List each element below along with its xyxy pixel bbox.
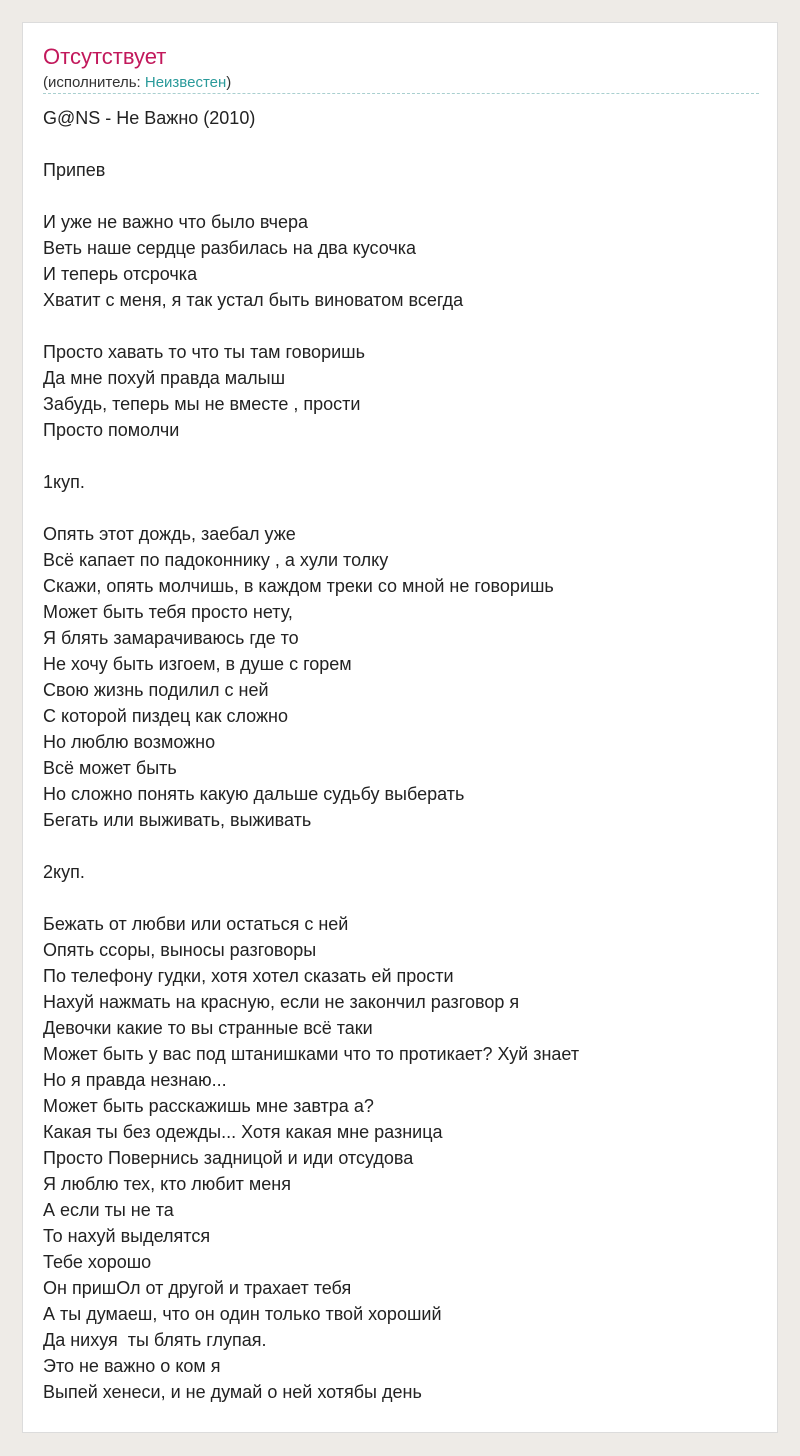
artist-prefix: (исполнитель: [43, 74, 145, 91]
artist-suffix: ) [226, 74, 232, 91]
lyrics-text: G@NS - Не Важно (2010) Припев И уже не важно что было вчера Веть наше сердце разбилась на два кусочка И теперь отсрочка Хватит с меня, я так устал быть виноватом всегда Просто хавать то что ты там говоришь Да мне похуй правда малыш Забудь, теперь мы не вместе , прости Просто помолчи 1куп. Опять этот дождь, заебал уже Всё капает по падоконнику , а хули толку Скажи, опять молчишь, в каждом треки со мной не говоришь Может быть тебя просто нету, Я блять замарачиваюсь где то Не хочу быть изгоем, в душе с горем Свою жизнь подилил с ней С которой пиздец как сложно Но люблю возможно Всё может быть Но сложно понять какую дальше судьбу выберать Бегать или выживать, выживать 2куп. Бежать от любви или остаться с ней Опять ссоры, выносы разговоры По телефону гудки, хотя хотел сказать ей прости Нахуй нажмать на красную, если не закончил разговор я Девочки какие то вы странные всё таки Может быть у вас под штанишками что то протикает? Хуй знает Но я правда незнаю... Может быть расскажишь мне завтра а? Какая ты без одежды... Хотя какая мне разница Просто Повернись задницой и иди отсудова Я люблю тех, кто любит меня А если ты не та То нахуй выделятся Тебе хорошо Он пришОл от другой и трахает тебя А ты думаеш, что он один только твой хороший Да нихуя ты блять глупая. Это не важно о ком я Выпей хенеси, и не думай о ней хотябы день [43, 108, 580, 1402]
song-title: Отсутствует [43, 44, 167, 69]
lyrics-card [22, 22, 778, 1433]
header-divider [43, 93, 759, 94]
artist-line [43, 73, 231, 93]
artist-link[interactable]: Неизвестен [144, 74, 227, 91]
